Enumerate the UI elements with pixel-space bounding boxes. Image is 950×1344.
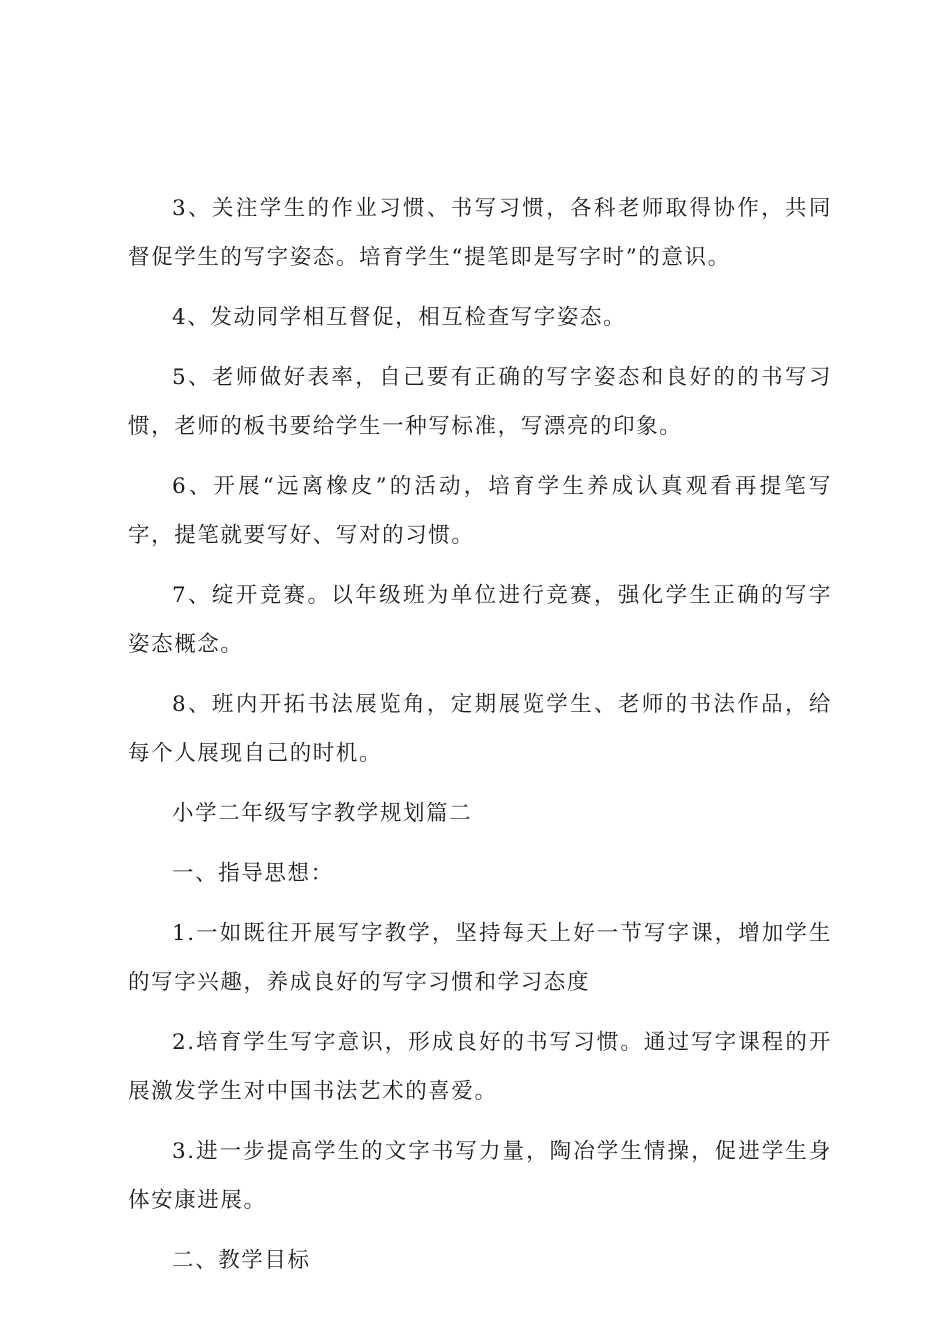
paragraph-guiding-2: 2.培育学生写字意识，形成良好的书写习惯。通过写字课程的开展激发学生对中国书法艺术的喜爱。 [128,1030,832,1104]
paragraph-item-4: 4、发动同学相互督促，相互检查写字姿态。 [172,305,627,330]
paragraph-item-8: 8、班内开拓书法展览角，定期展览学生、老师的书法作品，给每个人展现自己的时机。 [128,692,832,766]
paragraph-guiding-1: 1.一如既往开展写字教学，坚持每天上好一节写字课，增加学生的写字兴趣，养成良好的写字习惯和学习态度 [128,921,832,995]
paragraph-item-6: 6、开展“远离橡皮”的活动，培育学生养成认真观看再提笔写字，提笔就要写好、写对的习惯。 [128,474,832,548]
paragraph-guiding-3: 3.进一步提高学生的文字书写力量，陶冶学生情操，促进学生身体安康进展。 [128,1139,832,1213]
heading-guiding-thought: 一、指导思想： [172,861,334,886]
paragraph-item-3: 3、关注学生的作业习惯、书写习惯，各科老师取得协作，共同督促学生的写字姿态。培育学生“提笔即是写字时”的意识。 [128,196,832,270]
document-body [128,184,832,1285]
section-heading-part-two: 小学二年级写字教学规划篇二 [172,801,473,826]
paragraph-item-7: 7、绽开竞赛。以年级班为单位进行竞赛，强化学生正确的写字姿态概念。 [128,583,832,657]
heading-teaching-goals: 二、教学目标 [172,1248,311,1273]
paragraph-item-5: 5、老师做好表率，自己要有正确的写字姿态和良好的的书写习惯，老师的板书要给学生一种写标准，写漂亮的印象。 [128,365,832,439]
